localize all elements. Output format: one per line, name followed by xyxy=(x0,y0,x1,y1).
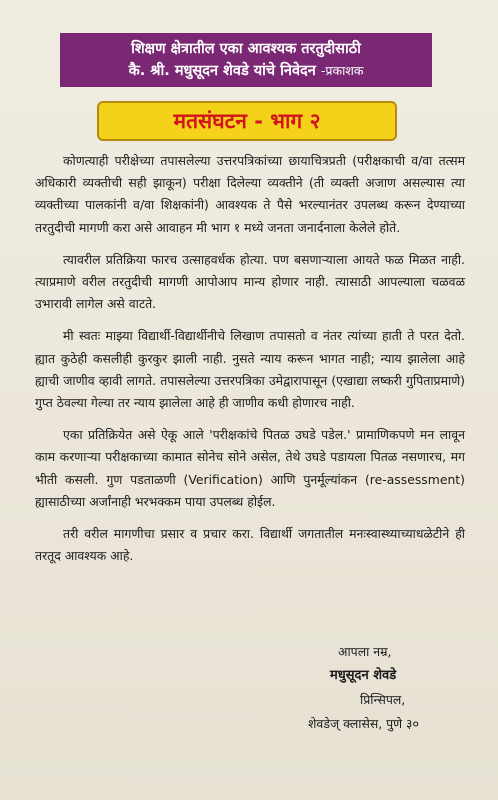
signature-closing: आपला नम्र, xyxy=(338,644,392,659)
banner-line-1: शिक्षण क्षेत्रातील एका आवश्यक तरतुदीसाठी xyxy=(131,41,361,57)
paragraph-3: मी स्वतः माझ्या विद्यार्थी-विद्यार्थीनीचे लिखाण तपासतो व नंतर त्यांच्या हाती ते परत देतो. ह्यात कुठेही कसलीही कुरकुर झाली नाही. नुसते न्याय करून भागत नाही; न्याय झालेला आहे ह्याची जाणीव व्हावी लागते. तपासलेल्या उत्तरपत्रिका उमेद्वारापासून (एखाद्या लष्करी गुपिताप्रमाणे) गुप्त ठेवल्या गेल्या तर न्याय झालेला आहे ही जाणीव कधी होणारच नाही. xyxy=(35,328,465,411)
paragraph-5: तरी वरील मागणीचा प्रसार व प्रचार करा. विद्यार्थी जगतातील मनःस्वास्थ्याच्याधळेटीने ही तरतूद आवश्यक आहे. xyxy=(35,526,465,564)
header-banner xyxy=(60,33,432,87)
signature-block xyxy=(300,640,490,736)
banner-publisher-tag: -प्रकाशक xyxy=(320,63,364,78)
paragraph-1: कोणत्याही परीक्षेच्या तपासलेल्या उत्तरपत्रिकांच्या छायाचित्रप्रती (परीक्षकाची व/वा तत्सम अधिकारी व्यक्तीची सही झाकून) परीक्षा दिलेल्या व्यक्तीने (ती व्यक्ती अजाण असल्यास त्या व्यक्तीच्या पालकांनी व/वा शिक्षकांनी) आवश्यक ते पैसे भरल्यानंतर उपलब्ध करून देण्याच्या तरतुदीची मागणी करा असे आवाहन मी भाग १ मध्ये जनता जनार्दनाला केलेले होते. xyxy=(35,153,465,235)
paragraph-2: त्यावरील प्रतिक्रिया फारच उत्साहवर्धक होत्या. पण बसणाऱ्याला आयते फळ मिळत नाही. त्याप्रमाणे वरील तरतुदीची मागणी आपोआप मान्य होणार नाही. त्यासाठी आपल्याला चळवळ उभारावी लागेल असे वाटते. xyxy=(35,251,465,312)
signature-organization: शेवडेज् क्लासेस, पुणे ३० xyxy=(308,716,419,731)
banner-line-2 xyxy=(60,60,432,82)
body-text xyxy=(35,150,465,577)
signature-name: मधुसूदन शेवडे xyxy=(330,668,397,683)
signature-role: प्रिन्सिपल, xyxy=(360,692,406,707)
banner-line-2-main: कै. श्री. मधुसूदन शेवडे यांचे निवेदन xyxy=(128,63,316,79)
page-title: मतसंघटन - भाग २ xyxy=(97,101,397,141)
paragraph-4: एका प्रतिक्रियेत असे ऐकू आले 'परीक्षकांचे पितळ उघडे पडेल.' प्रामाणिकपणे मन लावून काम करणाऱ्या परीक्षकाच्या कामात सोनेच सोने असेल, तेथे उघडे पडायला पितळ नसणारच, मग भीती कसली. गुण पडताळणी (Verification) आणि पुनर्मूल्यांकन (re-assessment) ह्यासाठीच्या अर्जांनाही भरभक्कम पाया उपलब्ध होईल. xyxy=(35,427,465,509)
